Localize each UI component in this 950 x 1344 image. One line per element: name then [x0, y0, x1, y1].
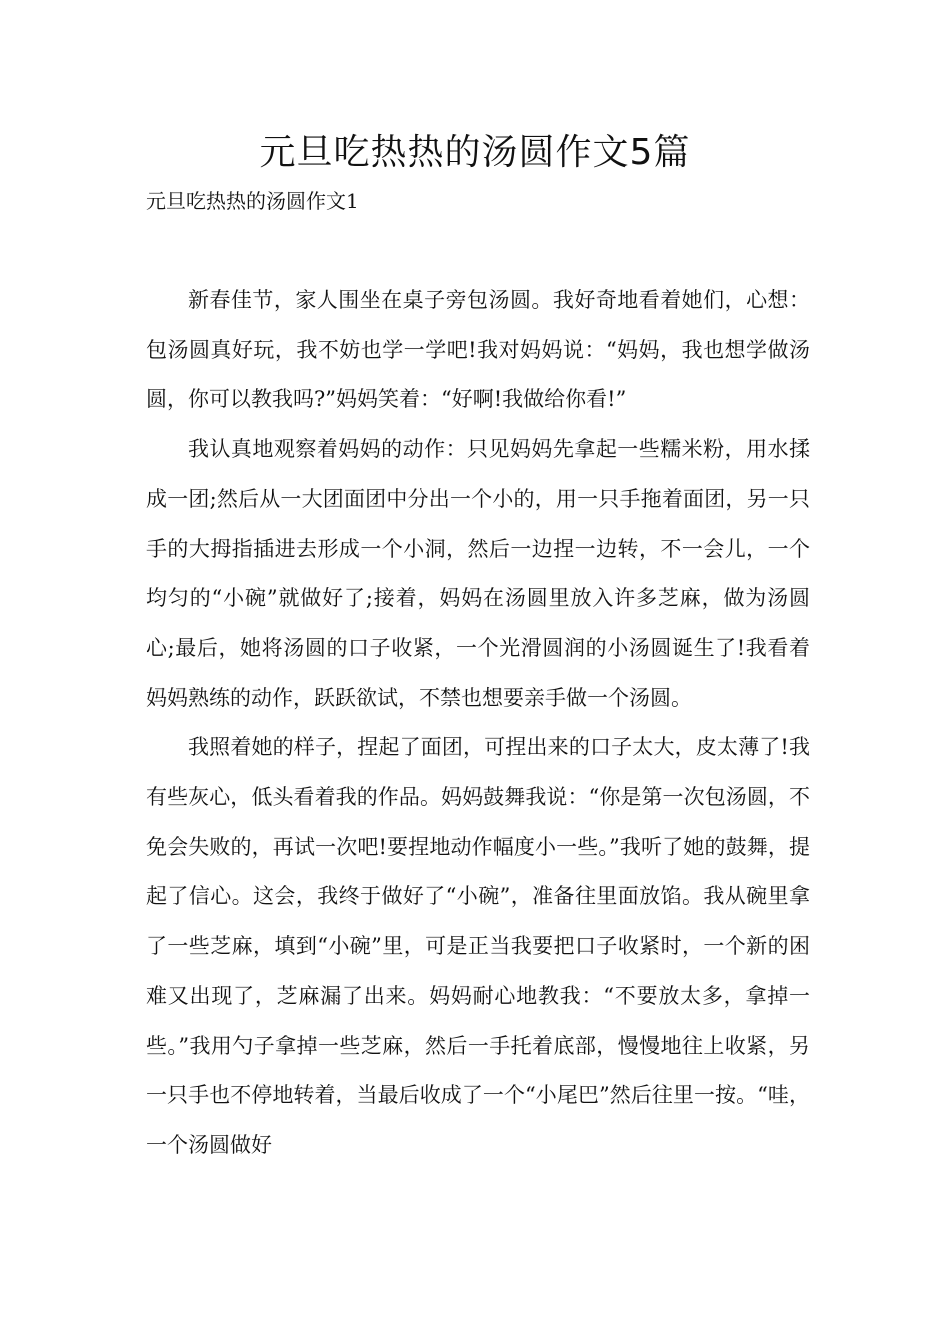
document-title: 元旦吃热热的汤圆作文5篇: [259, 132, 691, 173]
paragraph: 我照着她的样子，捏起了面团，可捏出来的口子太大，皮太薄了!我有些灰心，低头看着我的作品。妈妈鼓舞我说：“你是第一次包汤圆，不免会失败的，再试一次吧!要捏地动作幅度小一些。”我听了她的鼓舞，提起了信心。这会，我终于做好了“小碗”，准备往里面放馅。我从碗里拿了一些芝麻，填到“小碗”里，可是正当我要把口子收紧时，一个新的困难又出现了，芝麻漏了出来。妈妈耐心地教我：“不要放太多，拿掉一些。”我用勺子拿掉一些芝麻，然后一手托着底部，慢慢地往上收紧，另一只手也不停地转着，当最后收成了一个“小尾巴”然后往里一按。“哇，一个汤圆做好: [146, 735, 810, 1157]
section-heading: 元旦吃热热的汤圆作文1: [146, 189, 359, 213]
paragraph: 我认真地观察着妈妈的动作：只见妈妈先拿起一些糯米粉，用水揉成一团;然后从一大团面团中分出一个小的，用一只手拖着面团，另一只手的大拇指插进去形成一个小洞，然后一边捏一边转，不一会儿，一个均匀的“小碗”就做好了;接着，妈妈在汤圆里放入许多芝麻，做为汤圆心;最后，她将汤圆的口子收紧，一个光滑圆润的小汤圆诞生了!我看着妈妈熟练的动作，跃跃欲试，不禁也想要亲手做一个汤圆。: [146, 437, 810, 710]
article-body: [146, 276, 810, 1171]
paragraph: 新春佳节，家人围坐在桌子旁包汤圆。我好奇地看着她们，心想：包汤圆真好玩，我不妨也学一学吧!我对妈妈说：“妈妈，我也想学做汤圆，你可以教我吗?”妈妈笑着：“好啊!我做给你看!”: [146, 288, 810, 412]
